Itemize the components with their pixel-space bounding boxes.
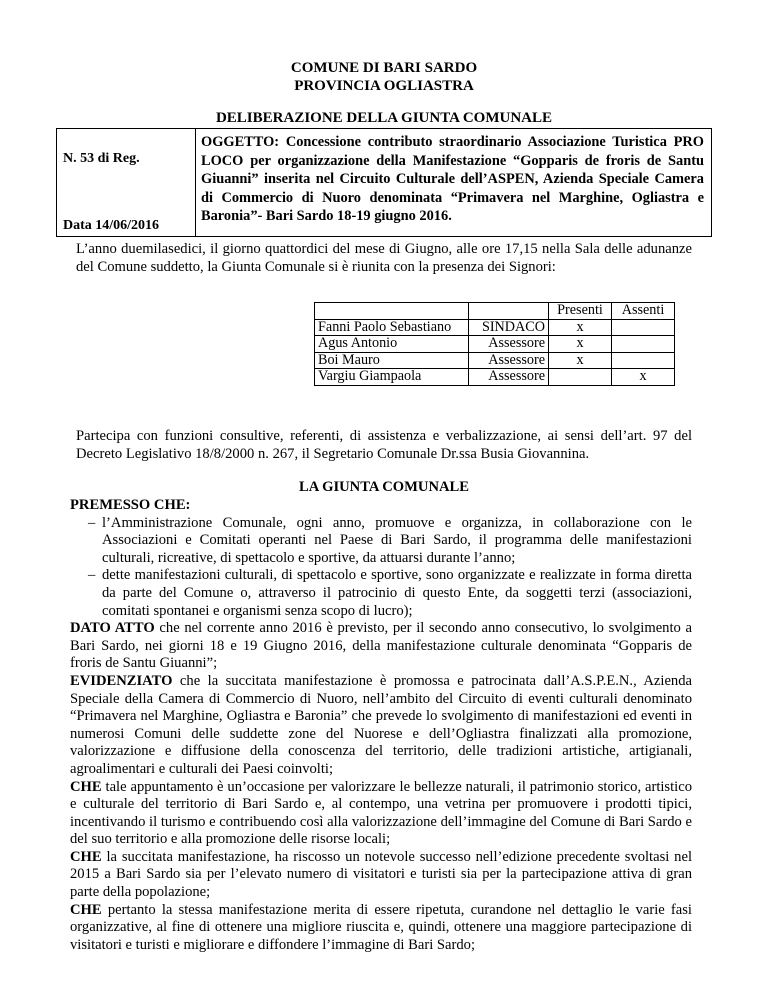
- member-absent: [612, 336, 675, 353]
- member-present: x: [549, 352, 612, 369]
- list-item: [70, 515, 692, 568]
- intro-paragraph: L’anno duemilasedici, il giorno quattordici del mese di Giugno, alle ore 17,15 nella Sala delle adunanze del Comune suddetto, la Giunta Comunale si è riunita con la presenza dei Signori:: [76, 241, 692, 275]
- paragraph-evidenziato: [70, 673, 692, 779]
- member-role: SINDACO: [469, 319, 549, 336]
- dash-bullet-icon: –: [88, 567, 96, 584]
- provincia-title: PROVINCIA OGLIASTRA: [294, 78, 474, 94]
- paragraph-text: tale appuntamento è un’occasione per valorizzare le bellezze naturali, il patrimonio storico, artistico e culturale del territorio di Bari Sardo e, al contempo, una vetrina per promuovere i prodotti tipici, incentivando il turismo e contribuendo così alla valorizzazione dell’immagine del Comune di Bari Sardo e del suo territorio e alla promozione delle risorse locali;: [70, 778, 692, 848]
- header-box-left: [57, 129, 196, 236]
- paragraph-lead: DATO ATTO: [70, 620, 155, 637]
- deliberation-date: Data 14/06/2016: [63, 218, 160, 233]
- paragraph-text: che la succitata manifestazione è promossa e patrocinata dall’A.S.P.E.N., Azienda Speciale della Camera di Commercio di Nuoro, nell’ambito del Circuito di eventi culturali denominato “Primavera nel Marghine, Ogliastra e Baronia” che prevede lo svolgimento di manifestazioni ed eventi in numerosi Comuni delle suddette zone del Nuorese e dell’Ogliastra finalizzati alla promozione, valorizzazione e diffusione della conoscenza del territorio, delle tradizioni artistiche, artigianali, agroalimentari e culturali dei Paesi coinvolti;: [70, 672, 692, 777]
- member-name: Fanni Paolo Sebastiano: [315, 319, 469, 336]
- paragraph-lead: EVIDENZIATO: [70, 672, 173, 689]
- member-present: x: [549, 319, 612, 336]
- subject-text: OGGETTO: Concessione contributo straordinario Associazione Turistica PRO LOCO per organizzazione della Manifestazione “Gopparis de froris de Santu Giuanni” inserita nel Circuito Culturale dell’ASPEN, Azienda Speciale Camera di Commercio di Nuoro denominata “Primavera nel Marghine, Ogliastra e Baronia”- Bari Sardo 18-19 giugno 2016.: [201, 134, 704, 225]
- member-role: Assessore: [469, 352, 549, 369]
- header-box: [56, 128, 712, 237]
- paragraph-lead: CHE: [70, 778, 102, 795]
- paragraph-che: [70, 902, 692, 955]
- paragraph-dato-atto: [70, 620, 692, 673]
- attendance-header-name: [315, 303, 469, 320]
- registration-number: N. 53 di Reg.: [63, 151, 140, 166]
- paragraph-che: [70, 849, 692, 902]
- member-role: Assessore: [469, 336, 549, 353]
- list-item: [70, 567, 692, 620]
- member-present: [549, 369, 612, 386]
- attendance-row: [315, 319, 675, 336]
- comune-title: COMUNE DI BARI SARDO: [290, 60, 478, 76]
- deliberazione-title: DELIBERAZIONE DELLA GIUNTA COMUNALE: [215, 110, 553, 126]
- premesso-label: PREMESSO CHE:: [70, 497, 191, 513]
- member-absent: [612, 352, 675, 369]
- paragraph-text: la succitata manifestazione, ha riscosso un notevole successo nell’edizione precedente svoltasi nel 2015 a Bari Sardo sia per l’elevato numero di visitatori e turisti sia per la partecipazione attiva di gran parte della popolazione;: [70, 848, 692, 901]
- body-text: [70, 497, 692, 954]
- attendance-header-assenti: Assenti: [612, 303, 675, 320]
- list-item-text: l’Amministrazione Comunale, ogni anno, promuove e organizza, in collaborazione con le Associazioni e Comitati operanti nel Paese di Bari Sardo, il programma delle manifestazioni culturali, ricreative, di spettacolo e sportive, da attuarsi durante l’anno;: [102, 514, 692, 566]
- dash-bullet-icon: –: [88, 514, 96, 531]
- member-name: Boi Mauro: [315, 352, 469, 369]
- premesso-heading: [70, 497, 692, 515]
- member-name: Vargiu Giampaola: [315, 369, 469, 386]
- paragraph-lead: CHE: [70, 848, 102, 865]
- member-name: Agus Antonio: [315, 336, 469, 353]
- giunta-title: LA GIUNTA COMUNALE: [298, 479, 469, 495]
- list-item-text: dette manifestazioni culturali, di spettacolo e sportive, sono organizzate e realizzate in forma diretta da parte del Comune o, attraverso il patrocinio di questo Ente, da soggetti terzi (associazioni, comitati spontanei e organismi senza scopo di lucro);: [102, 567, 692, 619]
- paragraph-lead: CHE: [70, 901, 102, 918]
- member-present: x: [549, 336, 612, 353]
- paragraph-text: che nel corrente anno 2016 è previsto, per il secondo anno consecutivo, lo svolgimento a Bari Sardo, nei giorni 18 e 19 Giugno 2016, della manifestazione culturale denominata “Gopparis de froris de Santu Giuanni”;: [70, 620, 692, 672]
- attendance-row: [315, 352, 675, 369]
- attendance-row: [315, 336, 675, 353]
- attendance-row: [315, 369, 675, 386]
- attendance-header-presenti: Presenti: [549, 303, 612, 320]
- member-role: Assessore: [469, 369, 549, 386]
- attendance-table: [314, 302, 675, 386]
- attendance-header-role: [469, 303, 549, 320]
- paragraph-che: [70, 779, 692, 849]
- partecipa-paragraph: Partecipa con funzioni consultive, referenti, di assistenza e verbalizzazione, ai sensi dell’art. 97 del Decreto Legislativo 18/8/2000 n. 267, il Segretario Comunale Dr.ssa Busia Giovannina.: [76, 428, 692, 462]
- member-absent: x: [612, 369, 675, 386]
- attendance-header-row: [315, 303, 675, 320]
- paragraph-text: pertanto la stessa manifestazione merita di essere ripetuta, curandone nel dettaglio le varie fasi organizzative, al fine di ottenere una migliore riuscita e, quindi, ottenere una maggiore partecipazione di visitatori e turisti e migliorare e diffondere l’immagine di Bari Sardo;: [70, 901, 692, 953]
- member-absent: [612, 319, 675, 336]
